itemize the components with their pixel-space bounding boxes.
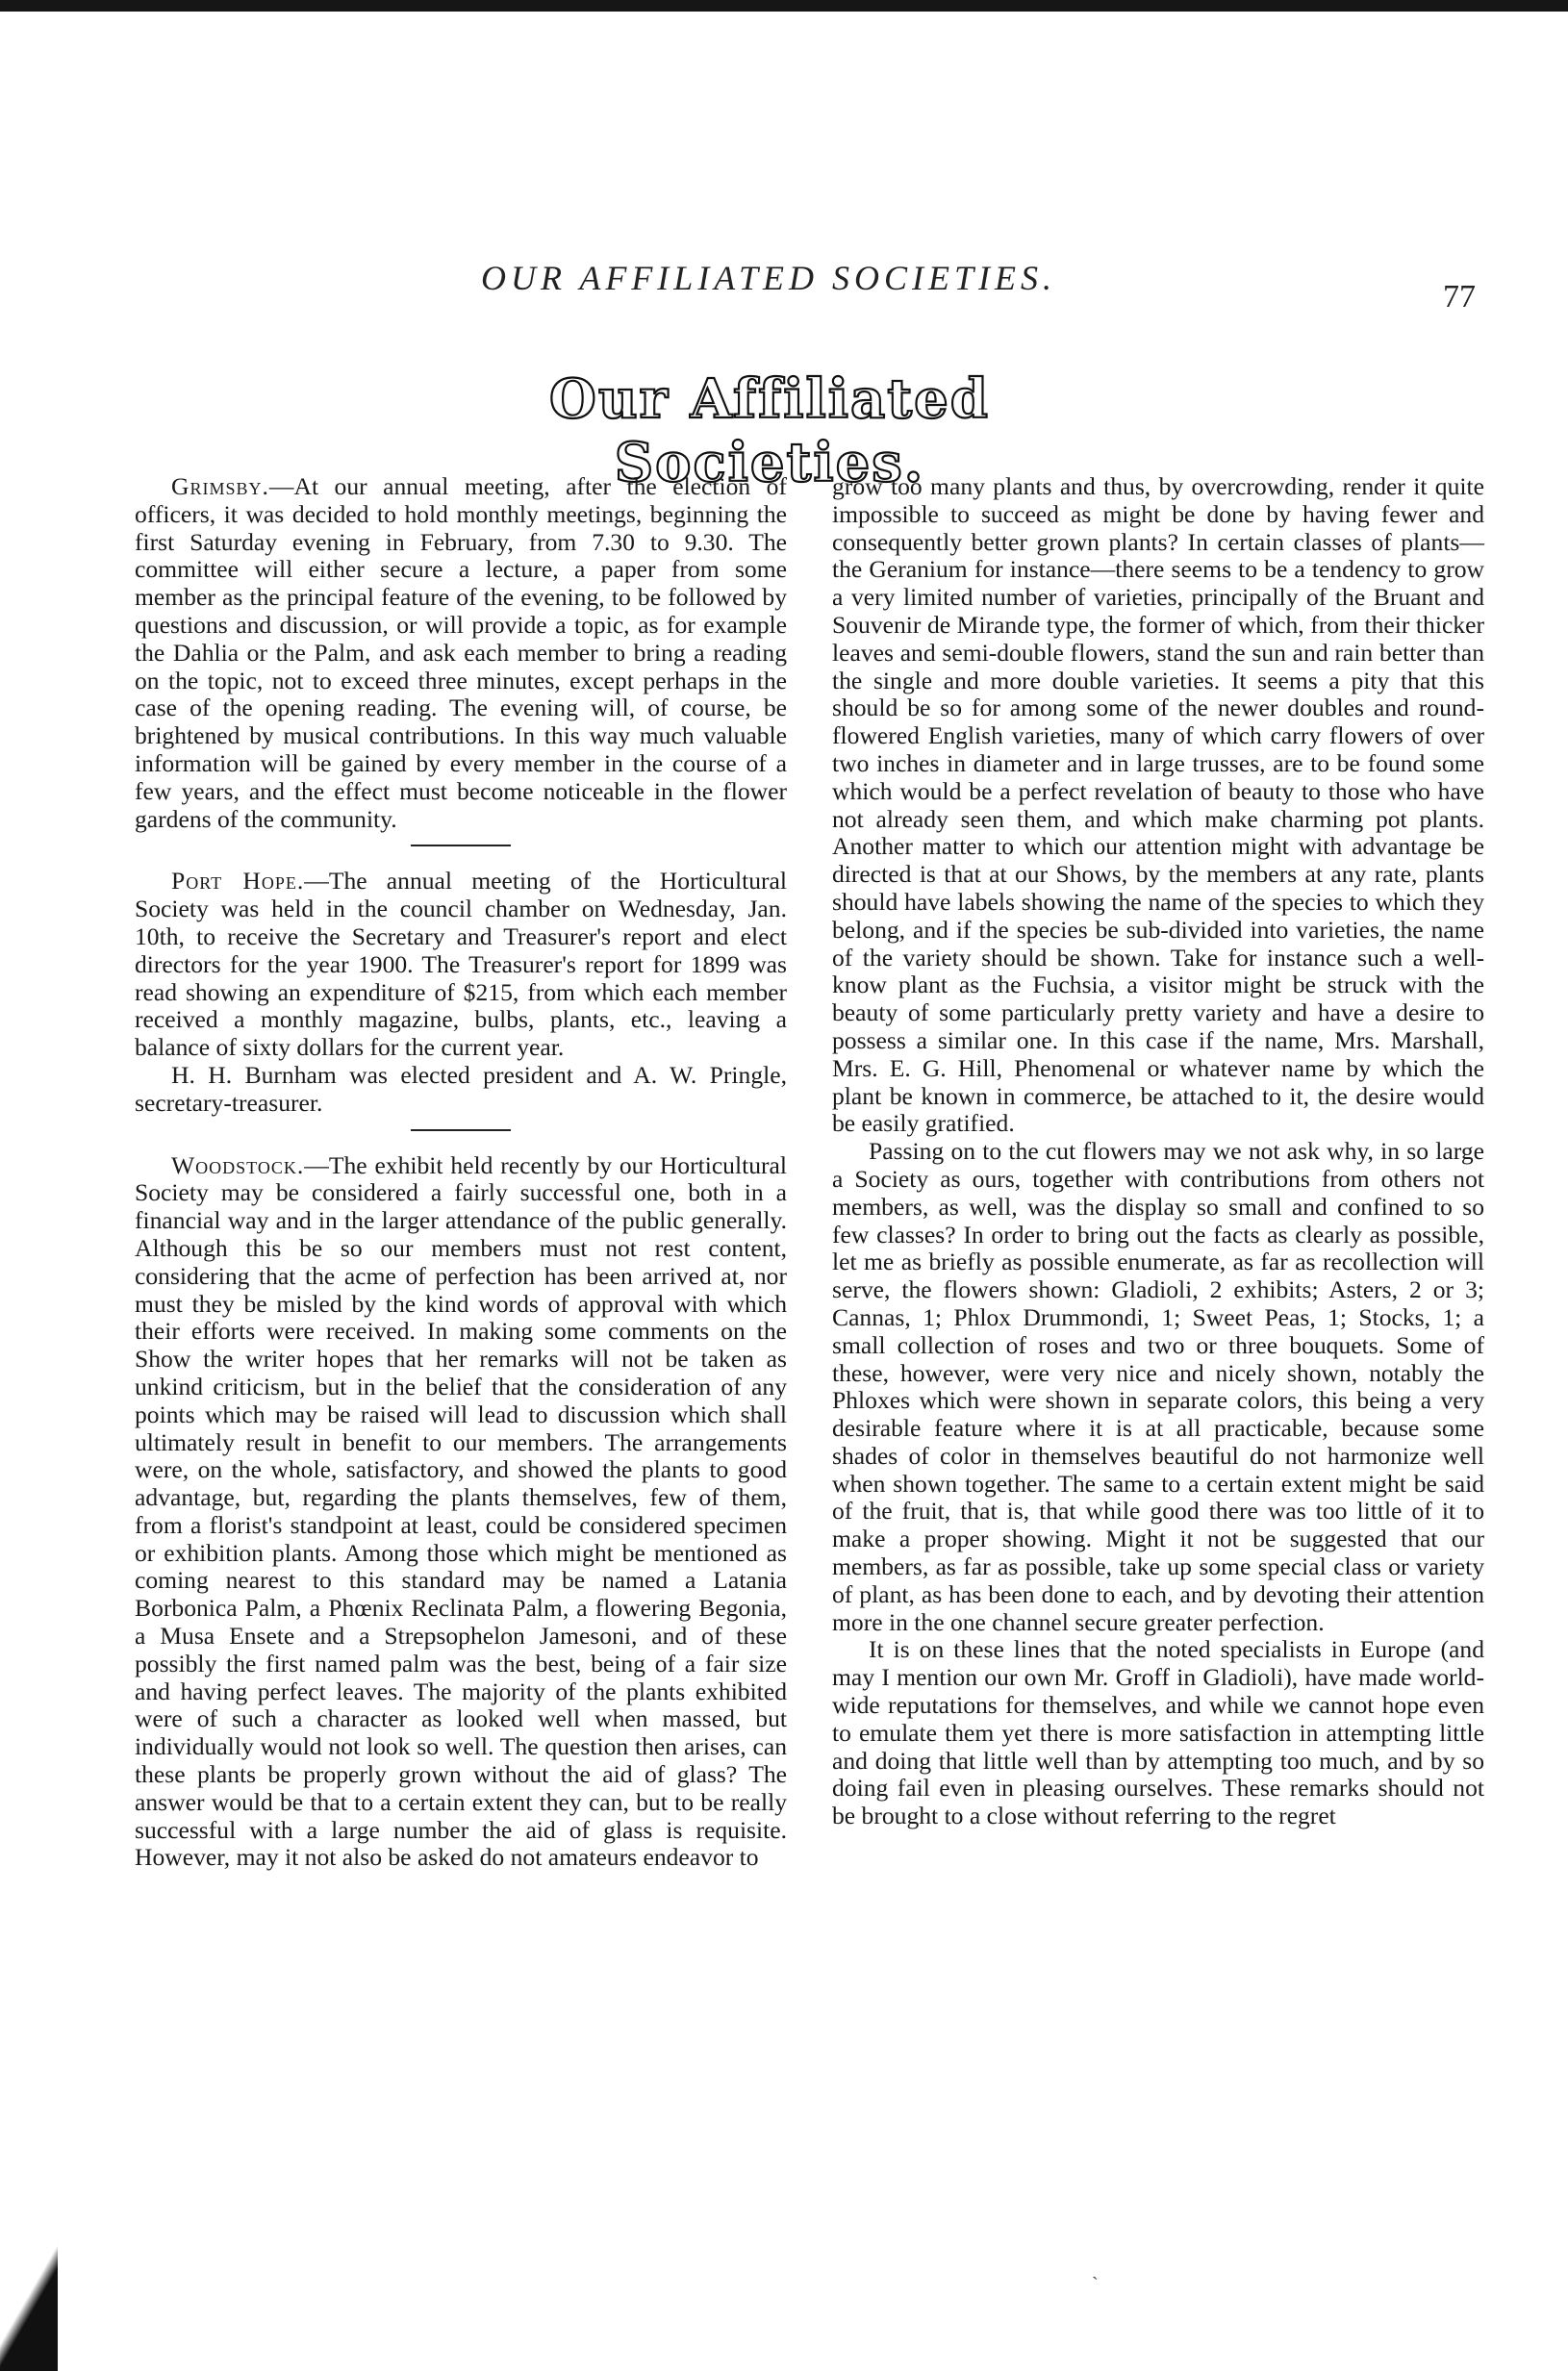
port-hope-officers: H. H. Burnham was elected president and A. W. Pringle, secretary-treasurer. (135, 1060, 787, 1117)
section-divider (411, 1129, 511, 1131)
page-top-edge (0, 0, 1568, 12)
right-column (832, 473, 1484, 1830)
left-column (135, 473, 787, 1872)
page-number: 77 (1443, 279, 1476, 315)
section-divider (411, 845, 511, 846)
running-head: OUR AFFILIATED SOCIETIES. (481, 259, 1056, 297)
port-hope-paragraph (135, 868, 787, 1062)
grimsby-text: —At our annual meeting, after the election of officers, it was decided to hold monthly meetings, beginning the first Saturday evening in February, from 7.30 to 9.30. The committee will either secure a lecture, a paper from some member as the principal feature of the evening, to be followed by questions and discussion, or will provide a topic, as for example the Dahlia or the Palm, and ask each member to bring a reading on the topic, not to exceed three minutes, except perhaps in the case of the opening reading. The evening will, of course, be brightened by musical contributions. In this way much valuable information will be gained by every member in the course of a few years, and the effect must become noticeable in the flower gardens of the community. (135, 472, 787, 833)
society-name-woodstock: Woodstock. (171, 1150, 305, 1179)
print-speck: ˴ (1092, 2265, 1099, 2286)
right-paragraph-3: It is on these lines that the noted specialists in Europe (and may I mention our own Mr. Groff in Gladioli), have made world-wide reputations for themselves, and while we cannot hope even to emulate them yet there is more satisfaction in attempting little and doing that little well than by attempting too much, and by so doing fail even in pleasing ourselves. These remarks should not be brought to a close without referring to the regret (832, 1635, 1484, 1830)
society-name-grimsby: Grimsby. (171, 472, 269, 500)
right-paragraph-2: Passing on to the cut flowers may we not ask why, in so large a Society as ours, together with contributions from others not members, as well, was the display so small and confined to so few classes? In order to bring out the facts as clearly as possible, let me as briefly as possible enumerate, as far as recollection will serve, the flowers shown: Gladioli, 2 exhibits; Asters, 2 or 3; Cannas, 1; Phlox Drummondi, 1; Sweet Peas, 1; Stocks, 1; a small collection of roses and two or three bouquets. Some of these, however, were very nice and nicely shown, notably the Phloxes which were shown in separate colors, this being a very desirable feature where it is at all practicable, because some shades of color in themselves beautiful do not harmonize well when shown together. The same to a certain extent might be said of the fruit, that is, that while good there was too little of it to make a proper showing. Might it not be suggested that our members, as far as possible, take up some special class or variety of plant, as has been done to each, and by devoting their attention more in the one channel secure greater perfection. (832, 1137, 1484, 1636)
article-title: Our Affiliated Societies. (549, 367, 990, 494)
woodstock-text: —The exhibit held recently by our Horticultural Society may be considered a fairly successful one, both in a financial way and in the larger attendance of the public generally. Although this be so our members must not rest content, considering that the acme of perfection has been arrived at, nor must they be misled by the kind words of approval with which their efforts were received. In making some comments on the Show the writer hopes that her remarks will not be taken as unkind criticism, but in the belief that the consideration of any points which may be raised will lead to discussion which shall ultimately result in benefit to our members. The arrangements were, on the whole, satisfactory, and showed the plants to good advantage, but, regarding the plants themselves, few of them, from a florist's standpoint at least, could be considered specimen or exhibition plants. Among those which might be mentioned as coming nearest to this standard may be named a Latania Borbonica Palm, a Phœnix Reclinata Palm, a flowering Begonia, a Musa Ensete and a Strepsophelon Jamesoni, and of these possibly the first named palm was the best, being of a fair size and having perfect leaves. The majority of the plants exhibited were of such a character as looked well when massed, but individually would not look so well. The question then arises, can these plants be properly grown without the aid of glass? The answer would be that to a certain extent they can, but to be really successful with a large number the aid of glass is requisite. However, may it not also be asked do not amateurs endeavor to (135, 1150, 787, 1872)
page-corner-shadow (0, 2241, 58, 2371)
grimsby-paragraph (135, 473, 787, 833)
society-name-port-hope: Port Hope. (171, 867, 305, 895)
woodstock-paragraph (135, 1152, 787, 1873)
port-hope-text: —The annual meeting of the Horticultural Society was held in the council chamber on Wednesday, Jan. 10th, to receive the Secretary and Treasurer's report and elect directors for the year 1900. The Treasurer's report for 1899 was read showing an expenditure of $215, from which each member received a monthly magazine, bulbs, plants, etc., leaving a balance of sixty dollars for the current year. (135, 867, 787, 1062)
right-paragraph-1: grow too many plants and thus, by overcrowding, render it quite impossible to succeed as might be done by having fewer and consequently better grown plants? In certain classes of plants—the Geranium for instance—there seems to be a tendency to grow a very limited number of varieties, principally of the Bruant and Souvenir de Mirande type, the former of which, from their thicker leaves and semi-double flowers, stand the sun and rain better than the single and more double varieties. It seems a pity that this should be so for among some of the newer doubles and round-flowered English varieties, many of which carry flowers of over two inches in diameter and in large trusses, are to be found some which would be a perfect revelation of beauty to those who have not already seen them, and which make charming pot plants. Another matter to which our attention might with advantage be directed is that at our Shows, by the members at any rate, plants should have labels showing the name of the species to which they belong, and if the species be sub-divided into varieties, the name of the variety should be shown. Take for instance such a well-know plant as the Fuchsia, a visitor might be struck with the beauty of some particularly pretty variety and have a desire to possess a similar one. In this case if the name, Mrs. Marshall, Mrs. E. G. Hill, Phenomenal or whatever name by which the plant be known in commerce, be attached to it, the desire would be easily gratified. (832, 472, 1484, 1138)
